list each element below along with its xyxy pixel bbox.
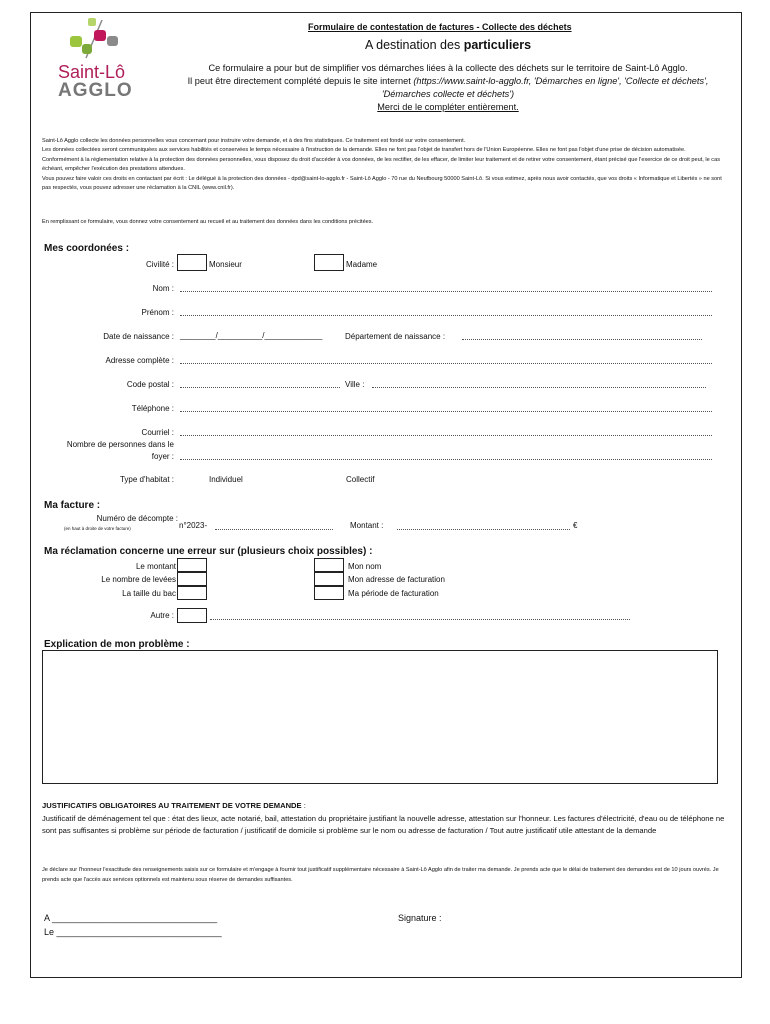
telephone-field[interactable]	[180, 410, 712, 412]
habitat-collectif[interactable]: Collectif	[346, 475, 375, 484]
periode-facturation-checkbox[interactable]	[314, 586, 344, 600]
section-coordonnees: Mes coordonées :	[44, 243, 130, 254]
legal-notice	[42, 137, 722, 193]
description-line2: Il peut être directement complété depuis le site internet	[187, 76, 414, 86]
foyer-field[interactable]	[180, 458, 712, 460]
autre-checkbox[interactable]	[177, 608, 207, 623]
legal-p3: Conformément à la réglementation relative à la protection des données personnelles, vous disposez du droit d'accéder à vos données, de les rectifier, de les effacer, de limiter leur traitement et de retirer votre consentement, étant précisé que l'exercice de ce droit peut, le cas échéant, empêcher l'exécution des prestations attendues.	[42, 156, 721, 173]
naissance-label: Date de naissance :	[103, 332, 174, 341]
courriel-label: Courriel :	[141, 428, 174, 437]
decompte-field[interactable]	[215, 528, 333, 530]
habitat-label: Type d'habitat :	[119, 475, 174, 484]
justificatifs-text: Justificatif de déménagement tel que : état des lieux, acte notarié, bail, attestation du propriétaire justifiant la nouvelle adresse, attestation sur l'honneur. Les factures d'électricité, d'eau ou de téléphone ne sont pas suffisantes si problème sur période de facturation / justificatif de domicile si problème sur le nom ou adresse de facturation / Tout autre justificatif utile attestant de la demande	[42, 813, 725, 835]
section-reclamation: Ma réclamation concerne une erreur sur (plusieurs choix possibles) :	[44, 546, 373, 557]
ville-label: Ville :	[345, 380, 365, 389]
signature-label: Signature :	[398, 913, 442, 923]
decompte-prefix: n°2023-	[179, 521, 208, 530]
autre-label: Autre :	[150, 611, 174, 620]
logo-text-agglo: AGGLO	[58, 80, 133, 101]
levees-checkbox[interactable]	[177, 572, 207, 586]
audience-bold: particuliers	[463, 38, 532, 52]
nom-label: Nom :	[152, 284, 174, 293]
madame-checkbox[interactable]	[314, 254, 344, 271]
reclamation-left-label: La taille du bac	[122, 589, 176, 598]
legal-p2: Les données collectées seront communiquées aux services habilités et conservées le temps nécessaire à l'instruction de la demande. Elles ne font pas l'objet de transfert hors de l'Union Européenne. Elles ne font pas l'objet d'une prise de décision automatisée.	[42, 147, 686, 154]
justificatifs-title: JUSTIFICATIFS OBLIGATOIRES AU TRAITEMENT DE VOTRE DEMANDE	[42, 801, 302, 810]
code-postal-field[interactable]	[180, 386, 340, 388]
legal-p1: Saint-Lô Agglo collecte les données personnelles vous concernant pour instruire votre demande, et à des fins statistiques. Ce traitement est fondé sur votre consentement.	[42, 138, 466, 144]
legal-p4: Vous pouvez faire valoir ces droits en contactant par écrit : Le délégué à la protection des données - dpd@saint-lo-agglo.fr - Saint-Lô Agglo - 70 rue du Neufbourg 50000 Saint-Lô. Si vous estimez, après nous avoir contactés, que vos droits « Informatique et Libertés » ne sont pas respectés, vous pouvez adresser une réclamation à la CNIL (www.cnil.fr).	[42, 175, 722, 192]
foyer-label-line2: foyer :	[151, 452, 174, 461]
justificatifs-title-suffix: :	[301, 801, 306, 810]
montant-field[interactable]	[397, 528, 570, 530]
description-line1: Ce formulaire a pour but de simplifier vos démarches liées à la collecte des déchets sur le territoire de Saint-Lô Agglo.	[208, 63, 688, 73]
monsieur-checkbox[interactable]	[177, 254, 207, 271]
montant-checkbox[interactable]	[177, 558, 207, 572]
consent-note: En remplissant ce formulaire, vous donnez votre consentement au recueil et au traitement des données dans les conditions précitées.	[42, 219, 374, 225]
merci-note: Merci de le compléter entièrement.	[377, 102, 519, 112]
reclamation-left-label: Le nombre de levées	[101, 575, 176, 584]
date-field[interactable]: Le _________________________________	[44, 927, 222, 937]
nom-checkbox[interactable]	[314, 558, 344, 572]
form-title: Formulaire de contestation de factures - Collecte des déchets	[308, 22, 572, 32]
adresse-label: Adresse complète :	[105, 356, 174, 365]
prenom-field[interactable]	[180, 314, 712, 316]
autre-field[interactable]	[210, 618, 630, 620]
declaration-text: Je déclare sur l'honneur l'exactitude des renseignements saisis sur ce formulaire et m'engage à fournir tout justificatif supplémentaire nécessaire à Saint-Lô Agglo afin de traiter ma demande. Je prends acte que le délai de traitement des demandes est de 10 jours ouvrés. Je prends acte que l'accès aux services optionnels est maintenu sous réserve de demandes suffisantes.	[42, 867, 719, 883]
decompte-hint: (en haut à droite de votre facture)	[64, 526, 131, 531]
reclamation-right-label: Ma période de facturation	[348, 589, 439, 598]
naissance-field[interactable]: ________/__________/_____________	[180, 331, 323, 340]
montant-label: Montant :	[350, 521, 384, 530]
euro-symbol: €	[573, 521, 578, 530]
madame-label: Madame	[346, 260, 378, 269]
audience-prefix: A destination des	[365, 38, 464, 52]
adresse-field[interactable]	[180, 362, 712, 364]
decompte-label: Numéro de décompte :	[96, 514, 178, 523]
form-description	[168, 62, 728, 114]
departement-label: Département de naissance :	[345, 332, 446, 341]
section-explication: Explication de mon problème :	[44, 639, 190, 650]
courriel-field[interactable]	[180, 434, 712, 436]
habitat-individuel[interactable]: Individuel	[209, 475, 243, 484]
civilite-label: Civilité :	[145, 260, 174, 269]
prenom-label: Prénom :	[141, 308, 174, 317]
taille-bac-checkbox[interactable]	[177, 586, 207, 600]
justificatifs-block	[42, 800, 732, 838]
telephone-label: Téléphone :	[131, 404, 174, 413]
section-facture: Ma facture :	[44, 500, 101, 511]
nom-field[interactable]	[180, 290, 712, 292]
reclamation-right-label: Mon nom	[348, 562, 382, 571]
monsieur-label: Monsieur	[209, 260, 242, 269]
explication-textarea[interactable]	[42, 650, 718, 784]
code-postal-label: Code postal :	[126, 380, 174, 389]
logo-mark-icon	[62, 18, 132, 60]
logo-text-saint-lo: Saint-Lô	[58, 62, 126, 82]
reclamation-right-label: Mon adresse de facturation	[348, 575, 445, 584]
reclamation-left-label: Le montant	[135, 562, 176, 571]
description-links: (https://www.saint-lo-agglo.fr, 'Démarches en ligne', 'Collecte et déchets', 'Démarches collecte et déchets')	[381, 76, 709, 99]
adresse-facturation-checkbox[interactable]	[314, 572, 344, 586]
foyer-label-line1: Nombre de personnes dans le	[66, 440, 174, 449]
lieu-field[interactable]: A _________________________________	[44, 913, 218, 923]
ville-field[interactable]	[372, 386, 706, 388]
form-audience	[365, 38, 531, 52]
departement-field[interactable]	[462, 338, 702, 340]
